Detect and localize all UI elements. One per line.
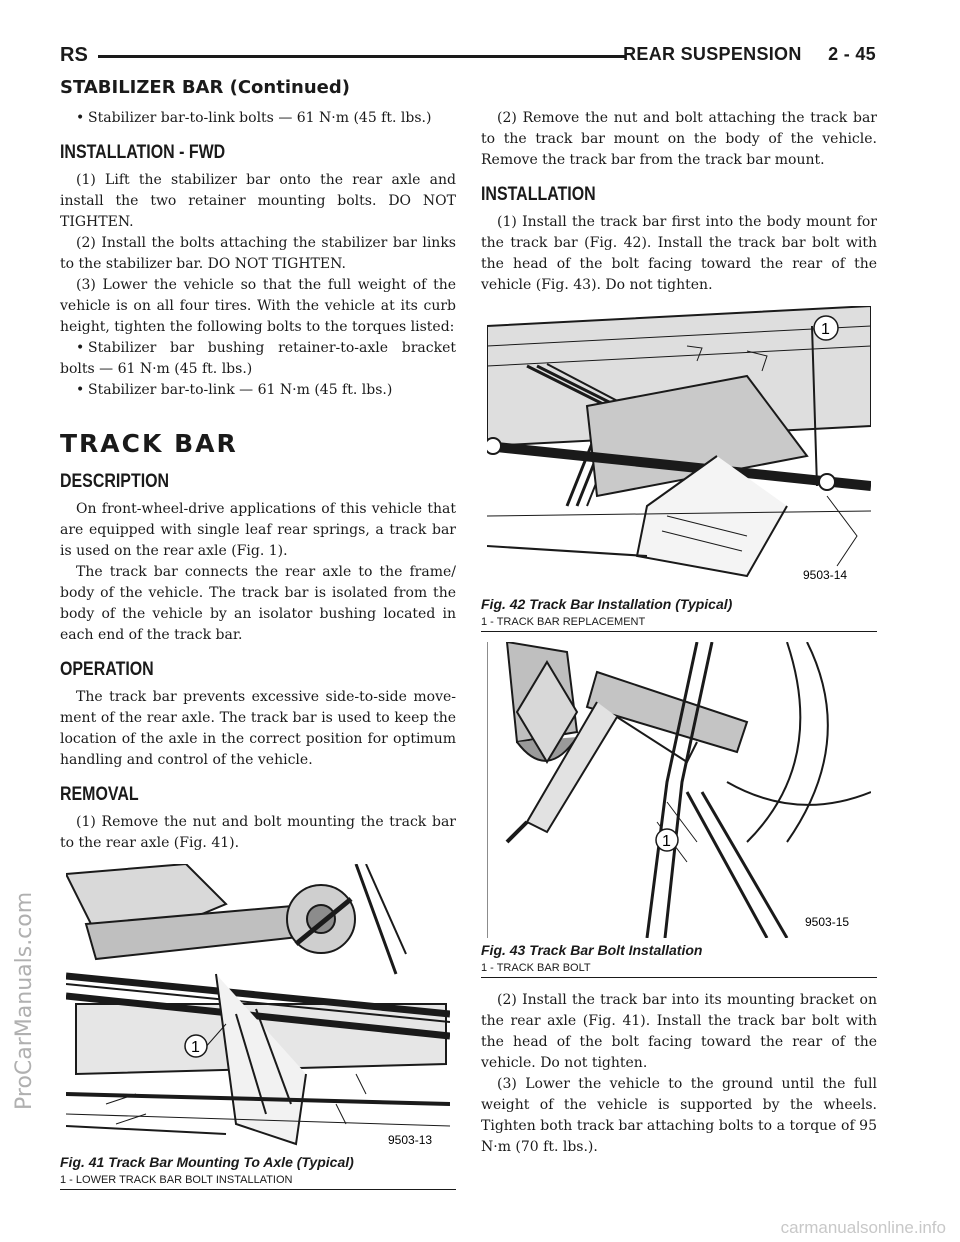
figure-42-title: Fig. 42 Track Bar Installation (Typical) (481, 596, 733, 612)
bullet-item (60, 380, 456, 401)
section-heading-installation-fwd: INSTALLATION - FWD (60, 142, 226, 163)
section-heading-installation: INSTALLATION (481, 184, 596, 205)
paragraph: (1) Lift the stabilizer bar onto the rear axle and install the two retainer mounting bolts. DO NOT TIGHTEN. (60, 172, 456, 230)
figure-43-illustration (487, 642, 871, 938)
left-column (60, 108, 456, 1190)
bullet-dot: • (76, 382, 85, 398)
bullet-item (60, 108, 456, 129)
paragraph: On front-wheel-drive applications of this vehicle that are equipped with single leaf rear springs, a track bar is used on the rear axle (Fig. 1). (60, 501, 456, 559)
figure-41-callout: 1 (191, 1039, 200, 1056)
bullet-text: Stabilizer bar bushing retainer-to-axle bracket bolts — 61 N·m (45 ft. lbs.) (60, 340, 456, 377)
side-watermark: ProCarManuals.com (12, 891, 37, 1110)
group-heading-track-bar: TRACK BAR (60, 429, 238, 458)
figure-43-legend: 1 - TRACK BAR BOLT (481, 962, 877, 978)
page-footer (0, 1218, 960, 1242)
paragraph: (2) Remove the nut and bolt attaching the track bar to the track bar mount on the body of the vehicle. Remove the track bar from the track bar mount. (481, 110, 877, 168)
header-chapter-title: REAR SUSPENSION 2 - 45 (623, 44, 876, 64)
figure-43-code: 9503-15 (805, 915, 850, 929)
figure-41-code: 9503-13 (388, 1133, 433, 1147)
figure-42-callout: 1 (821, 321, 830, 338)
paragraph: The track bar prevents excessive side-to-side move- ment of the rear axle. The track bar is used to keep the location of the axle in the correct position for optimum handling and control of the vehicle. (60, 689, 456, 768)
paragraph: (3) Lower the vehicle to the ground until the full weight of the vehicle is supported by the wheels. Tighten both track bar attaching bolts to a torque of 95 N·m (70 ft. lbs.). (481, 1076, 877, 1155)
paragraph: (3) Lower the vehicle so that the full weight of the vehicle is on all four tires. With the vehicle at its curb height, tighten the following bolts to the torques listed: (60, 277, 456, 335)
bullet-text: Stabilizer bar-to-link — 61 N·m (45 ft. lbs.) (88, 382, 393, 398)
bullet-item (60, 338, 456, 380)
header-section-code: RS (60, 44, 88, 66)
figure-43 (481, 642, 877, 978)
right-column (481, 108, 877, 1158)
section-heading-description: DESCRIPTION (60, 471, 170, 492)
figure-42-code: 9503-14 (803, 568, 848, 582)
bullet-dot: • (76, 340, 85, 356)
figure-43-title: Fig. 43 Track Bar Bolt Installation (481, 942, 703, 958)
paragraph: (2) Install the track bar into its mounting bracket on the rear axle (Fig. 41). Install the track bar bolt with the head of the bolt facing toward the rear of the vehicle. Do not tighten. (481, 992, 877, 1071)
header-rule (98, 55, 626, 58)
figure-41-title: Fig. 41 Track Bar Mounting To Axle (Typical) (60, 1154, 354, 1170)
paragraph: (1) Install the track bar first into the body mount for the track bar (Fig. 42). Install the track bar bolt with the head of the bolt facing toward the rear of the vehicle (Fig. 43). Do not tighten. (481, 214, 877, 293)
figure-41-legend: 1 - LOWER TRACK BAR BOLT INSTALLATION (60, 1174, 456, 1190)
section-heading-operation: OPERATION (60, 659, 154, 680)
figure-41-illustration (66, 864, 450, 1150)
paragraph: The track bar connects the rear axle to the frame/ body of the vehicle. The track bar is isolated from the body of the vehicle by an isolator bushing located in each end of the track bar. (60, 564, 456, 643)
footer-site-text: carmanualsonline.info (780, 1218, 946, 1237)
figure-42-legend: 1 - TRACK BAR REPLACEMENT (481, 616, 877, 632)
paragraph: (2) Install the bolts attaching the stabilizer bar links to the stabilizer bar. DO NOT TIGHTEN. (60, 235, 456, 272)
continued-heading: STABILIZER BAR (Continued) (60, 77, 350, 98)
figure-42 (481, 306, 877, 632)
figure-43-callout: 1 (662, 833, 671, 850)
page-header (60, 44, 876, 72)
bullet-text: Stabilizer bar-to-link bolts — 61 N·m (45 ft. lbs.) (88, 110, 432, 126)
paragraph: (1) Remove the nut and bolt mounting the track bar to the rear axle (Fig. 41). (60, 814, 456, 851)
bullet-dot: • (76, 110, 85, 126)
section-heading-removal: REMOVAL (60, 784, 139, 805)
figure-42-illustration (487, 306, 871, 592)
figure-41 (60, 864, 456, 1190)
